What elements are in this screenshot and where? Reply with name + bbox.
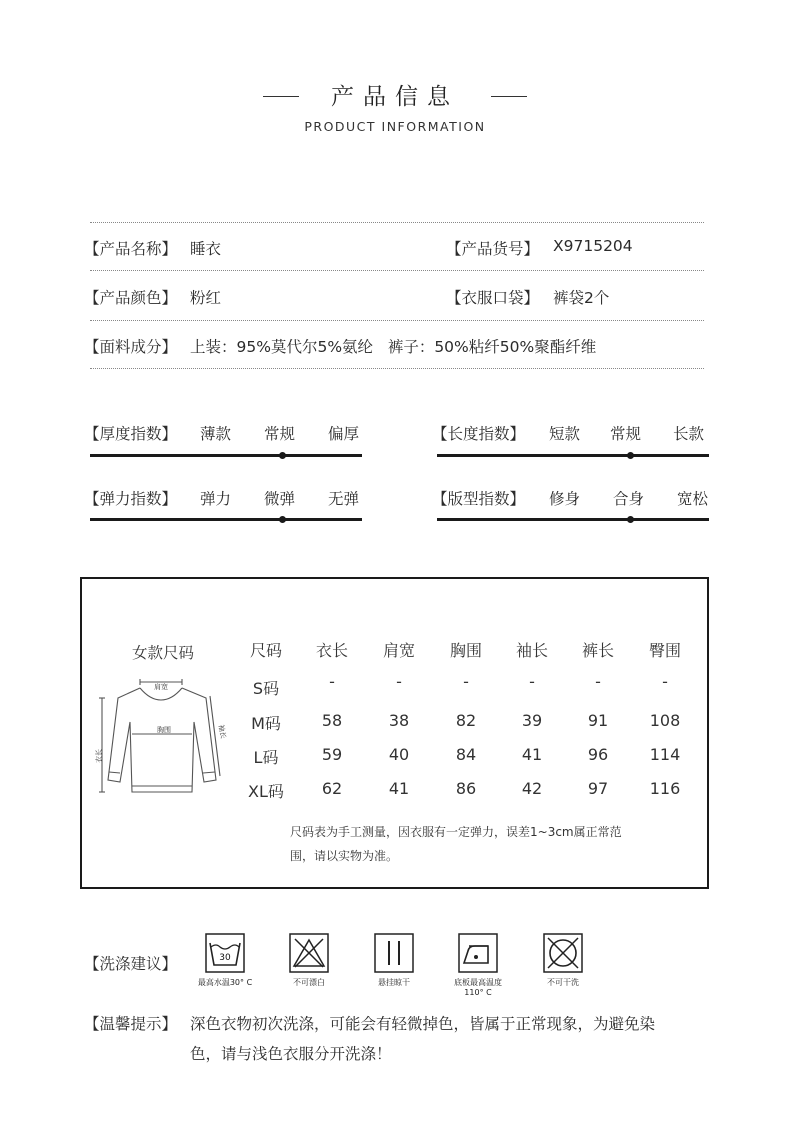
table-cell: 39 xyxy=(521,711,543,730)
elasticity-scale xyxy=(90,518,362,521)
table-cell: - xyxy=(463,672,469,691)
fit-label: 【版型指数】 xyxy=(432,490,526,508)
length-marker xyxy=(627,452,634,459)
table-header: 胸围 xyxy=(449,641,482,660)
page-title: 产品信息 xyxy=(331,84,459,110)
table-header: 肩宽 xyxy=(382,641,415,660)
color-value: 粉红 xyxy=(190,289,222,307)
thickness-option-thin: 薄款 xyxy=(200,425,232,443)
title-right-line xyxy=(491,96,527,97)
divider xyxy=(90,320,704,321)
thickness-option-thick: 偏厚 xyxy=(328,425,360,443)
divider xyxy=(90,222,704,223)
table-cell: 116 xyxy=(649,779,681,798)
length-label: 【长度指数】 xyxy=(432,425,526,443)
tips-line2: 色，请与浅色衣服分开洗涤！ xyxy=(190,1045,392,1063)
no-bleach-label: 不可漂白 xyxy=(293,978,325,987)
color-label: 【产品颜色】 xyxy=(84,289,178,307)
elasticity-option-stretch: 弹力 xyxy=(200,490,232,508)
length-option-long: 长款 xyxy=(673,425,705,443)
divider xyxy=(90,368,704,369)
size-note-line2: 围，请以实物为准。 xyxy=(290,849,399,863)
fit-option-loose: 宽松 xyxy=(677,490,709,508)
thickness-label: 【厚度指数】 xyxy=(84,425,178,443)
table-cell: 108 xyxy=(649,711,681,730)
fabric-value: 上装：95%莫代尔5%氨纶 裤子：50%粘纤50%聚酯纤维 xyxy=(190,338,597,356)
table-header: 尺码 xyxy=(249,641,282,660)
sweater-diagram-icon xyxy=(92,672,230,810)
table-cell: 97 xyxy=(587,779,609,798)
table-cell: M码 xyxy=(251,714,281,733)
table-cell: 82 xyxy=(455,711,477,730)
table-header: 臀围 xyxy=(648,641,681,660)
fabric-label: 【面料成分】 xyxy=(84,338,178,356)
thickness-scale xyxy=(90,454,362,457)
table-cell: 41 xyxy=(521,745,543,764)
table-cell: - xyxy=(396,672,402,691)
hang-dry-icon xyxy=(374,933,414,973)
fit-marker xyxy=(627,516,634,523)
fit-option-regular: 合身 xyxy=(613,490,645,508)
length-option-short: 短款 xyxy=(549,425,581,443)
table-cell: L码 xyxy=(253,748,279,767)
table-cell: 38 xyxy=(388,711,410,730)
table-cell: 40 xyxy=(388,745,410,764)
table-cell: 42 xyxy=(521,779,543,798)
table-header: 裤长 xyxy=(581,641,614,660)
code-label: 【产品货号】 xyxy=(446,240,540,258)
table-cell: - xyxy=(662,672,668,691)
size-chart-title: 女款尺码 xyxy=(132,644,195,662)
table-cell: 59 xyxy=(321,745,343,764)
elasticity-option-slight: 微弹 xyxy=(264,490,296,508)
name-value: 睡衣 xyxy=(190,240,222,258)
no-bleach-icon xyxy=(289,933,329,973)
fit-scale xyxy=(437,518,709,521)
tips-line1: 深色衣物初次洗涤，可能会有轻微掉色，皆属于正常现象，为避免染 xyxy=(190,1015,656,1033)
iron-temp-label: 110° C xyxy=(464,988,492,997)
length-option-regular: 常规 xyxy=(610,425,642,443)
tips-label: 【温馨提示】 xyxy=(84,1015,178,1033)
care-label: 【洗涤建议】 xyxy=(84,955,178,973)
table-header: 袖长 xyxy=(515,641,548,660)
table-cell: 84 xyxy=(455,745,477,764)
hang-dry-label: 悬挂晾干 xyxy=(378,978,410,987)
table-cell: XL码 xyxy=(248,782,284,801)
table-cell: S码 xyxy=(252,679,280,698)
wash-temp-text: 30 xyxy=(219,953,231,963)
elasticity-option-none: 无弹 xyxy=(328,490,360,508)
iron-label: 底板最高温度 xyxy=(454,978,502,987)
table-cell: 96 xyxy=(587,745,609,764)
sleeve-label: 袖长 xyxy=(216,724,228,740)
wash-30-icon xyxy=(205,933,245,973)
table-cell: 41 xyxy=(388,779,410,798)
elasticity-marker xyxy=(279,516,286,523)
thickness-marker xyxy=(279,452,286,459)
thickness-option-regular: 常规 xyxy=(264,425,296,443)
pocket-value: 裤袋2个 xyxy=(553,289,610,307)
table-cell: 62 xyxy=(321,779,343,798)
table-cell: - xyxy=(329,672,335,691)
table-cell: 58 xyxy=(321,711,343,730)
table-cell: 114 xyxy=(649,745,681,764)
no-dry-clean-icon xyxy=(543,933,583,973)
size-note-line1: 尺码表为手工测量，因衣服有一定弹力，误差1~3cm属正常范 xyxy=(290,825,622,839)
fit-option-slim: 修身 xyxy=(549,490,581,508)
length-label: 衣长 xyxy=(95,749,103,763)
shoulder-label: 肩宽 xyxy=(154,683,168,691)
wash-label: 最高水温30° C xyxy=(197,978,253,987)
table-cell: - xyxy=(529,672,535,691)
code-value: X9715204 xyxy=(553,237,633,255)
table-cell: 91 xyxy=(587,711,609,730)
elasticity-label: 【弹力指数】 xyxy=(84,490,178,508)
table-cell: 86 xyxy=(455,779,477,798)
pocket-label: 【衣服口袋】 xyxy=(446,289,540,307)
page-subtitle: PRODUCT INFORMATION xyxy=(304,119,486,134)
length-scale xyxy=(437,454,709,457)
table-header: 衣长 xyxy=(315,641,348,660)
no-dry-clean-label: 不可干洗 xyxy=(547,978,579,987)
iron-icon xyxy=(458,933,498,973)
table-cell: - xyxy=(595,672,601,691)
chest-label: 胸围 xyxy=(157,726,171,734)
name-label: 【产品名称】 xyxy=(84,240,178,258)
divider xyxy=(90,270,704,271)
